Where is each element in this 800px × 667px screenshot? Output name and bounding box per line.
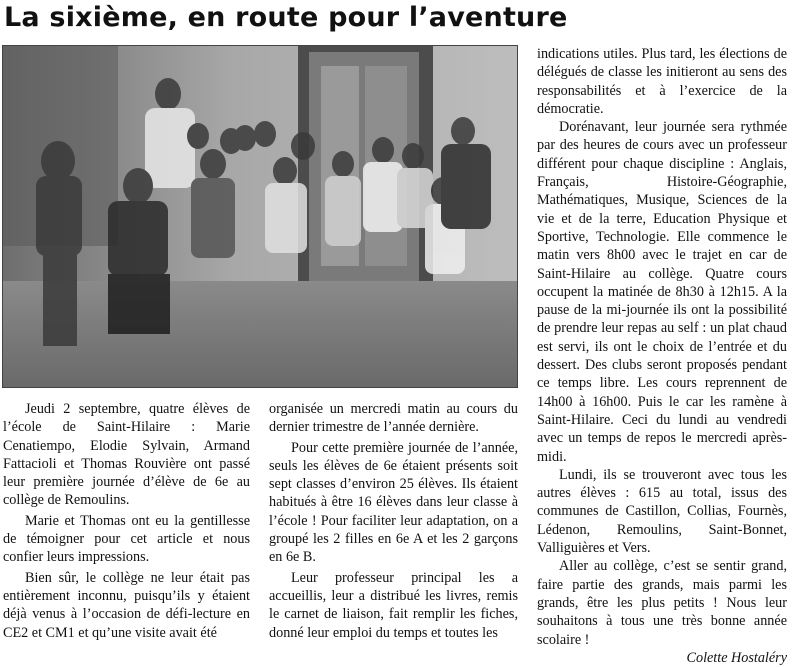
group-photo: [2, 45, 518, 388]
paragraph: organisée un mercredi matin au cours du dernier trimestre de l’année dernière.: [269, 401, 518, 436]
paragraph: Jeudi 2 septembre, quatre élèves de l’école de Saint-Hilaire : Marie Cenatiempo, Elodie Sylvain, Armand Fattacioli et Thomas Rouvière ont passé leur première journée d’élève de 6e au collège de Remoulins.: [3, 401, 250, 509]
article-headline: La sixième, en route pour l’aventure: [4, 2, 568, 33]
author-signature: Colette Hostaléry: [686, 649, 787, 666]
paragraph: Leur professeur principal les a accueillis, leur a distribué les livres, remis le carnet de liaison, fait remplir les fiches, donné leur emploi du temps et toutes les: [269, 569, 518, 641]
paragraph: Pour cette première journée de l’année, seuls les élèves de 6e étaient présents soit sept classes d’environ 25 élèves. Ils étaient habitués à être 16 élèves dans leur classe à l’école ! Pour faciliter leur adaptation, on a groupé les 2 filles en 6e A et les 2 garçons en 6e B.: [269, 439, 518, 566]
article-column-1: [3, 400, 250, 642]
paragraph: Lundi, ils se trouveront avec tous les autres élèves : 615 au total, issus des communes de Castillon, Collias, Fournès, Lédenon, Remoulins, Saint-Bonnet, Valliguières et Vers.: [537, 466, 787, 557]
paragraph: Aller au collège, c’est se sentir grand, faire partie des grands, mais parmi les grands, être les plus petits ! Nous leur souhaitons à tous une très bonne année scolaire !: [537, 558, 787, 648]
paragraph: Bien sûr, le collège ne leur était pas entièrement inconnu, puisqu’ils y étaient déjà venus à l’occasion de défi-lecture en CE2 et CM1 et qu’une visite avait été: [3, 569, 250, 641]
paragraph: indications utiles. Plus tard, les élections de délégués de classe les initieront au sens des responsabilités et à l’exercice de la démocratie.: [537, 46, 787, 117]
article-column-2: [269, 400, 518, 642]
paragraph: Dorénavant, leur journée sera rythmée par des heures de cours avec un professeur différent pour chaque discipline : Anglais, Français, Histoire-Géographie, Mathématiques, Musique, Sciences de la vie et de la terre, Education Physique et Sportive, Technologie. Elle commence le matin vers 8h00 avec le trajet en car de Saint-Hilaire au collège. Quatre cours occupent la matinée de 8h30 à 12h15. A la pause de la mi-journée ils ont la possibilité de prendre leur repas au self : un plat chaud est servi, ils ont le choix de l’entrée et du dessert. Des clubs seront proposés pendant ce temps libre. Les cours reprennent de 14h00 à 16h00. Puis le car les ramène à Saint-Hilaire. Ceci du lundi au vendredi avec un temps de repos le mercredi après-midi.: [537, 119, 787, 465]
paragraph: Marie et Thomas ont eu la gentillesse de témoigner pour cet article et nous confier leurs impressions.: [3, 512, 250, 566]
article-column-3: [537, 45, 787, 667]
group-photo-image: [3, 46, 517, 387]
